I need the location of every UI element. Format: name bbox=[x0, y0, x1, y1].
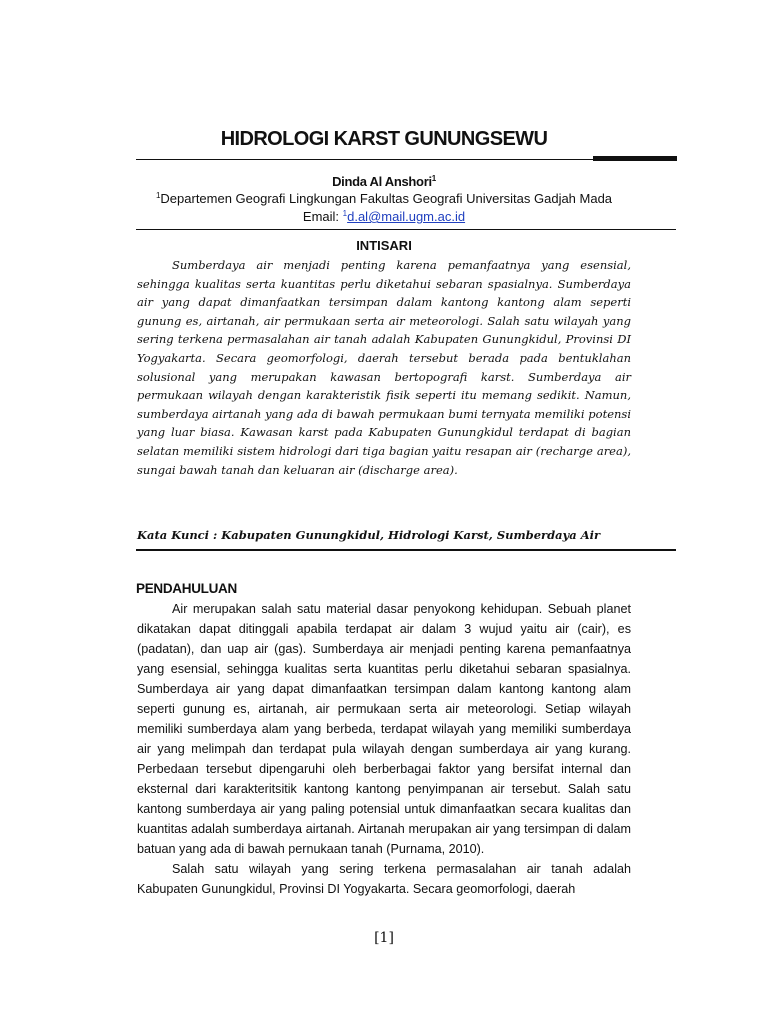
keywords-line: Kata Kunci : Kabupaten Gunungkidul, Hidrologi Karst, Sumberdaya Air bbox=[137, 528, 601, 542]
abstract-heading: INTISARI bbox=[356, 238, 412, 253]
author-superscript: 1 bbox=[431, 174, 436, 183]
affiliation-superscript: 1 bbox=[155, 191, 161, 200]
email-link[interactable]: d.al@mail.ugm.ac.id bbox=[347, 209, 466, 224]
author-name: Dinda Al Anshori bbox=[332, 174, 432, 189]
author-line bbox=[0, 174, 768, 189]
email-label: Email: bbox=[302, 209, 343, 224]
introduction-paragraph: Air merupakan salah satu material dasar penyokong kehidupan. Sebuah planet dikatakan dapat ditinggali apabila terdapat air dalam 3 wujud yaitu air (cair), es (padatan), dan uap air (gas). Sumberdaya air menjadi penting karena pemanfaatnya yang esensial, sehingga kualitas serta kuantitas perlu diketahui sebaran spasialnya. Sumberdaya air yang dapat dimanfaatkan tersimpan dalam kantong kantong alam seperti gunung es, airtanah, air permukaan serta air meteorologi. Setiap wilayah memiliki sumberdaya alam yang berbeda, terdapat wilayah yang memiliki sumberdaya air yang melimpah dan terdapat pula wilayah dengan sumberdaya air yang kurang. Perbedaan tersebut dipengaruhi oleh berberbagai faktor yang bersifat internal dan eksternal dari karakteritsitik kantong kantong penyimpanan air tersebut. Salah satu kantong sumberdaya air yang paling potensial untuk dimanfaatkan secara kualitas dan kuantitas adalah sumberdaya airtanah. Airtanah merupakan air yang tersimpan di dalam batuan yang ada di bawah pernukaan tanah (Purnama, 2010). bbox=[137, 602, 631, 856]
affiliation-line bbox=[0, 191, 768, 206]
email-superscript: 1 bbox=[342, 209, 348, 218]
paper-title: HIDROLOGI KARST GUNUNGSEWU bbox=[220, 128, 548, 150]
page-number: [1] bbox=[374, 930, 394, 946]
header-divider bbox=[136, 229, 676, 230]
introduction-paragraph: Salah satu wilayah yang sering terkena permasalahan air tanah adalah Kabupaten Gunungkidul, Provinsi DI Yogyakarta. Secara geomorfologi, daerah bbox=[137, 862, 631, 896]
introduction-body bbox=[137, 599, 631, 899]
email-line bbox=[0, 209, 768, 224]
affiliation-text: Departemen Geografi Lingkungan Fakultas Geografi Universitas Gadjah Mada bbox=[160, 191, 613, 206]
introduction-heading: PENDAHULUAN bbox=[136, 581, 237, 596]
abstract-text: Sumberdaya air menjadi penting karena pemanfaatnya yang esensial, sehingga kualitas serta kuantitas perlu diketahui sebaran spasialnya. Sumberdaya air yang dapat dimanfaatkan tersimpan dalam kantong kantong alam seperti gunung es, airtanah, air permukaan serta air meteorologi. Salah satu wilayah yang sering terkena permasalahan air tanah adalah Kabupaten Gunungkidul, Provinsi DI Yogyakarta. Secara geomorfologi, daerah tersebut berada pada bentuklahan solusional yang merupakan kawasan bertopografi karst. Sumberdaya air permukaan wilayah dengan karakteristik fisik seperti itu memang sedikit. Namun, sumberdaya airtanah yang ada di bawah permukaan bumi ternyata memiliki potensi yang luar biasa. Kawasan karst pada Kabupaten Gunungkidul terdapat di bagian selatan memiliki sistem hidrologi dari tiga bagian yaitu resapan air (recharge area), sungai bawah tanah dan keluaran air (discharge area). bbox=[137, 258, 631, 477]
title-underline bbox=[136, 159, 596, 160]
keywords-divider bbox=[136, 549, 676, 551]
title-accent-bar bbox=[593, 156, 677, 161]
